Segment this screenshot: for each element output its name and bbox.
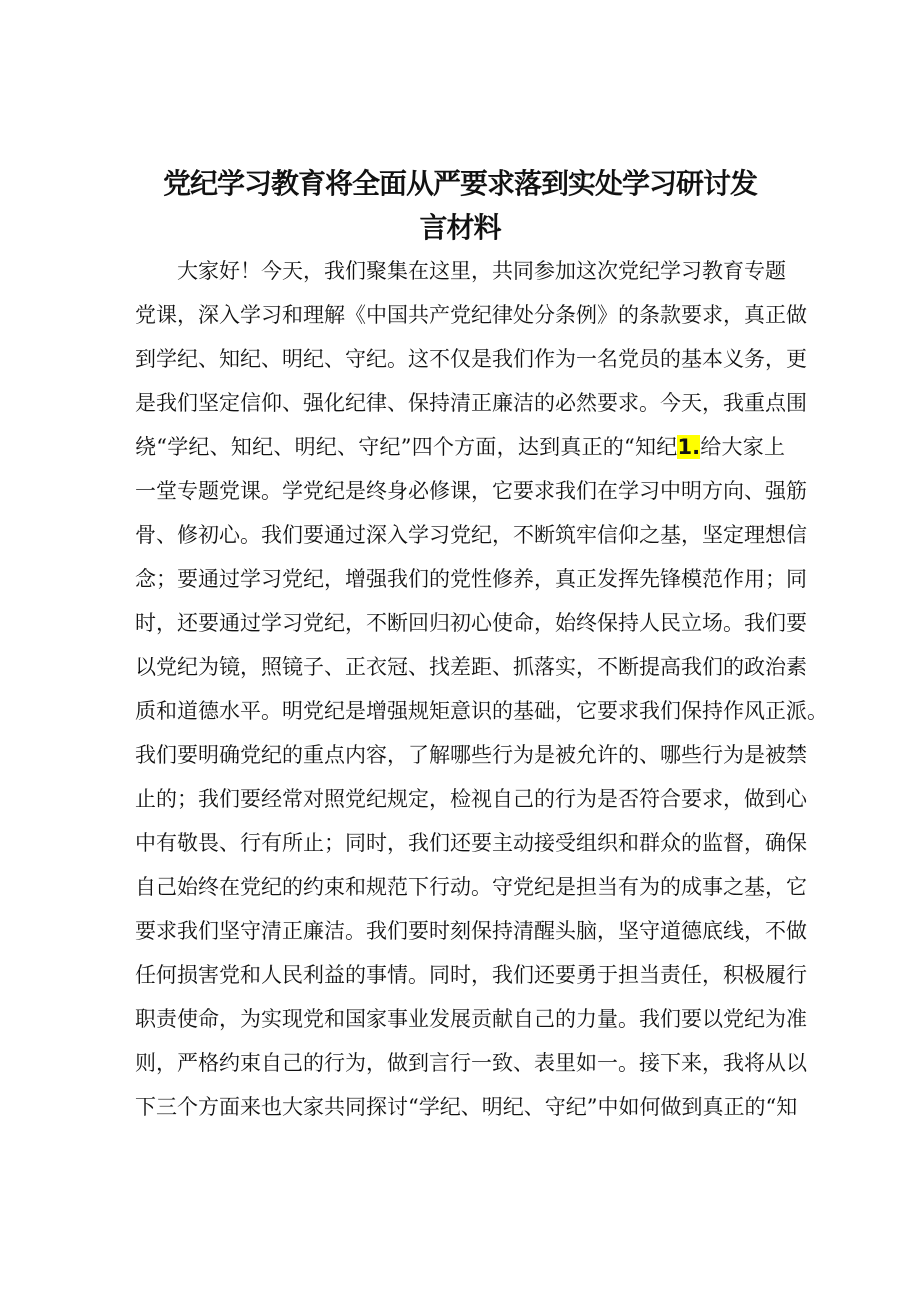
body-line-11: 质和道德水平。明党纪是增强规矩意识的基础，它要求我们保持作风正派。 [135, 699, 828, 723]
body-line-3: 到学纪、知纪、明纪、守纪。这不仅是我们作为一名党员的基本义务，更 [135, 347, 807, 371]
body-line-13: 止的；我们要经常对照党纪规定，检视自己的行为是否符合要求，做到心 [135, 787, 807, 811]
body-line-8: 念；要通过学习党纪，增强我们的党性修养，真正发挥先锋模范作用；同 [135, 567, 807, 591]
body-line-7: 骨、修初心。我们要通过深入学习党纪，不断筑牢信仰之基，坚定理想信 [135, 523, 807, 547]
body-line-10: 以党纪为镜，照镜子、正衣冠、找差距、抓落实，不断提高我们的政治素 [135, 655, 807, 679]
body-line-5 [135, 432, 785, 462]
body-line-5-after: 给大家上 [700, 435, 785, 459]
body-line-17: 任何损害党和人民利益的事情。同时，我们还要勇于担当责任，积极履行 [135, 963, 807, 987]
body-line-4: 是我们坚定信仰、强化纪律、保持清正廉洁的必然要求。今天，我重点围 [135, 391, 807, 415]
body-line-5-before: 绕“学纪、知纪、明纪、守纪”四个方面，达到真正的“知纪 [135, 435, 678, 459]
document-title-line-2: 言材料 [419, 211, 501, 244]
body-line-9: 时，还要通过学习党纪，不断回归初心使命，始终保持人民立场。我们要 [135, 611, 807, 635]
body-line-15: 自己始终在党纪的约束和规范下行动。守党纪是担当有为的成事之基，它 [135, 875, 807, 899]
document-title-line-1: 党纪学习教育将全面从严要求落到实处学习研讨发 [162, 167, 757, 200]
body-line-14: 中有敬畏、行有所止；同时，我们还要主动接受组织和群众的监督，确保 [135, 831, 807, 855]
body-line-20: 下三个方面来也大家共同探讨“学纪、明纪、守纪”中如何做到真正的“知 [135, 1095, 798, 1119]
highlighted-text: 1. [677, 435, 701, 459]
body-line-12: 我们要明确党纪的重点内容，了解哪些行为是被允许的、哪些行为是被禁 [135, 743, 807, 767]
body-line-1: 大家好！今天，我们聚集在这里，共同参加这次党纪学习教育专题 [177, 259, 786, 283]
body-line-19: 则，严格约束自己的行为，做到言行一致、表里如一。接下来，我将从以 [135, 1051, 807, 1075]
body-line-16: 要求我们坚守清正廉洁。我们要时刻保持清醒头脑，坚守道德底线，不做 [135, 919, 807, 943]
body-line-6: 一堂专题党课。学党纪是终身必修课，它要求我们在学习中明方向、强筋 [135, 479, 807, 503]
body-line-18: 职责使命，为实现党和国家事业发展贡献自己的力量。我们要以党纪为准 [135, 1007, 807, 1031]
body-line-2: 党课，深入学习和理解《中国共产党纪律处分条例》的条款要求，真正做 [135, 303, 807, 327]
